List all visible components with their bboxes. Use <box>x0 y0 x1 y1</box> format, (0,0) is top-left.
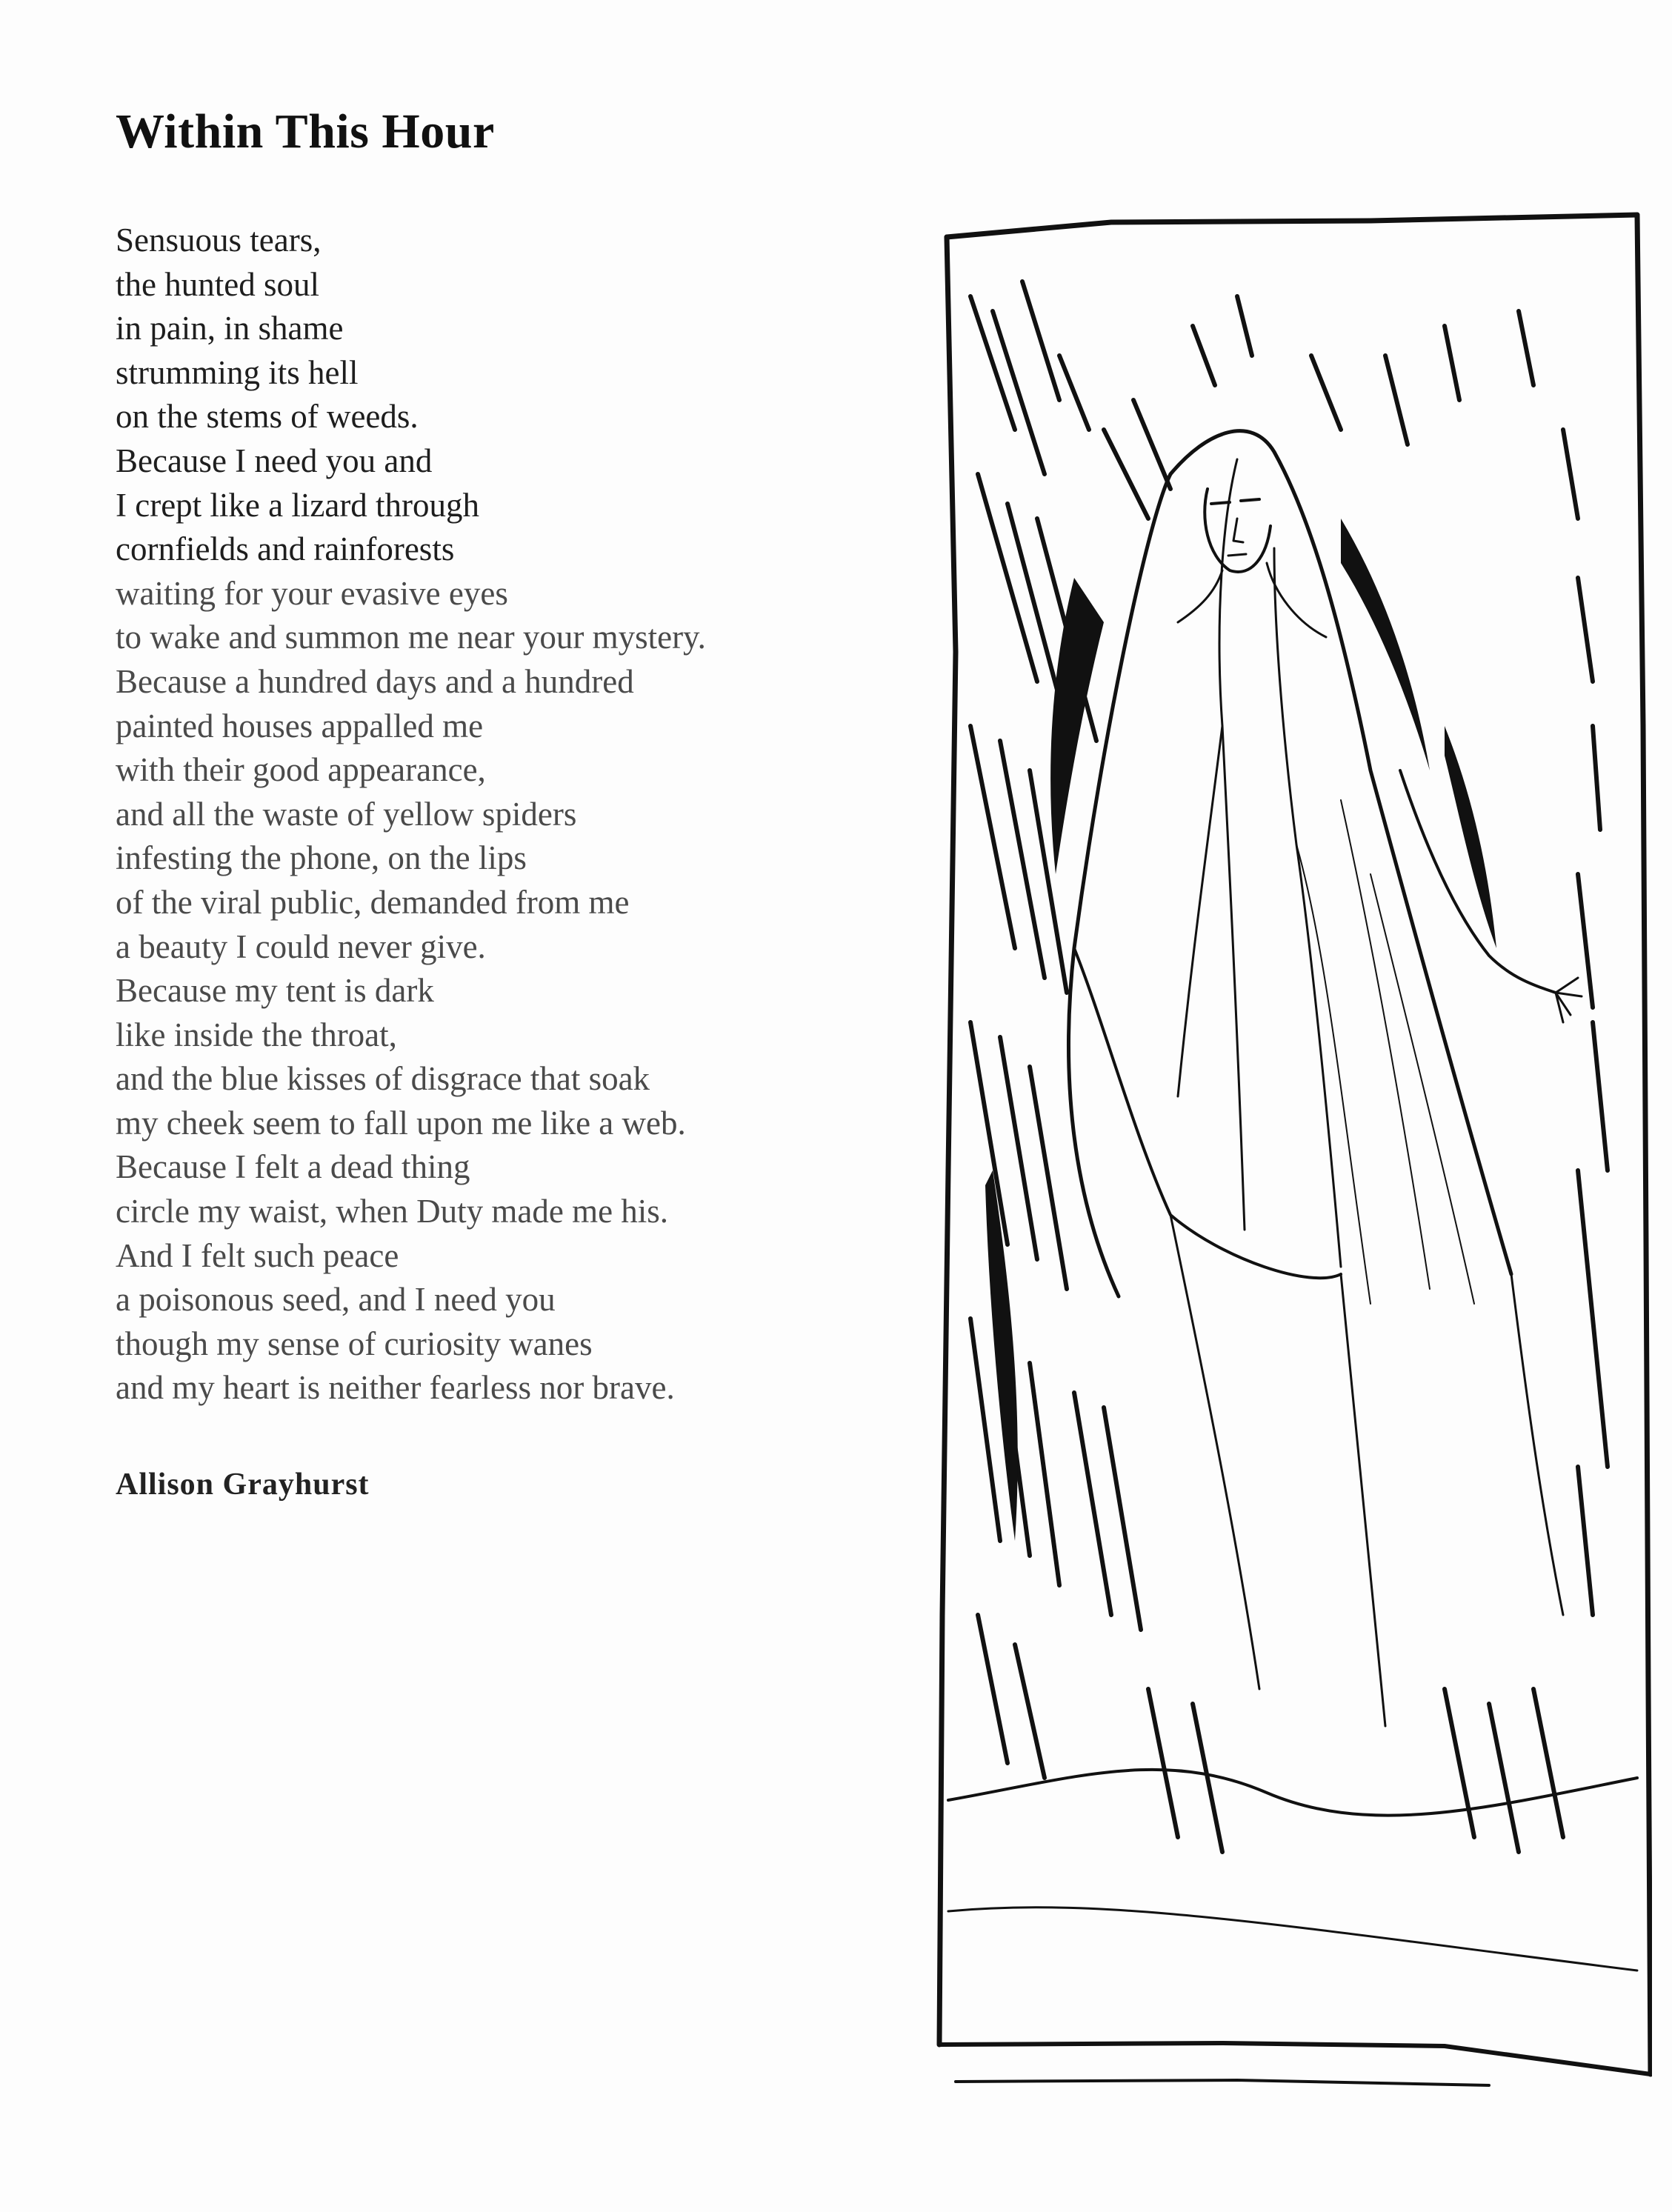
ink-drawing-veiled-figure-icon <box>926 207 1652 2104</box>
poem-line: Sensuous tears, <box>116 221 322 259</box>
poem-line: Because I felt a dead thing <box>116 1148 470 1186</box>
poem-line: circle my waist, when Duty made me his. <box>116 1193 669 1230</box>
poem-line: a poisonous seed, and I need you <box>116 1281 556 1319</box>
poem-line: Because a hundred days and a hundred <box>116 662 634 700</box>
poem-line: the hunted soul <box>116 265 319 303</box>
poem-line: a beauty I could never give. <box>116 927 486 965</box>
poem-line: my cheek seem to fall upon me like a web. <box>116 1104 686 1142</box>
poem-line: and the blue kisses of disgrace that soak <box>116 1060 650 1098</box>
poem-line: painted houses appalled me <box>116 707 484 744</box>
poem-author: Allison Grayhurst <box>116 1468 370 1502</box>
poem-line: Because my tent is dark <box>116 972 434 1010</box>
poem-title: Within This Hour <box>116 104 495 159</box>
poem-line: I crept like a lizard through <box>116 486 480 524</box>
poem-line: infesting the phone, on the lips <box>116 839 527 877</box>
poem-line: with their good appearance, <box>116 751 486 789</box>
poem-body <box>116 219 901 1410</box>
poem-line: and all the waste of yellow spiders <box>116 795 577 833</box>
poem-line: like inside the throat, <box>116 1016 397 1053</box>
poem-line: cornfields and rainforests <box>116 530 455 568</box>
poem-line: And I felt such peace <box>116 1236 399 1274</box>
poem-line: waiting for your evasive eyes <box>116 574 508 612</box>
poem-line: though my sense of curiosity wanes <box>116 1325 593 1362</box>
poem-line: to wake and summon me near your mystery. <box>116 619 706 656</box>
poem-line: of the viral public, demanded from me <box>116 883 630 921</box>
poem-line: in pain, in shame <box>116 310 344 347</box>
poem-line: on the stems of weeds. <box>116 398 419 436</box>
poem-line: and my heart is neither fearless nor brave. <box>116 1369 675 1407</box>
poem-line: Because I need you and <box>116 442 433 479</box>
poem-line: strumming its hell <box>116 353 359 391</box>
